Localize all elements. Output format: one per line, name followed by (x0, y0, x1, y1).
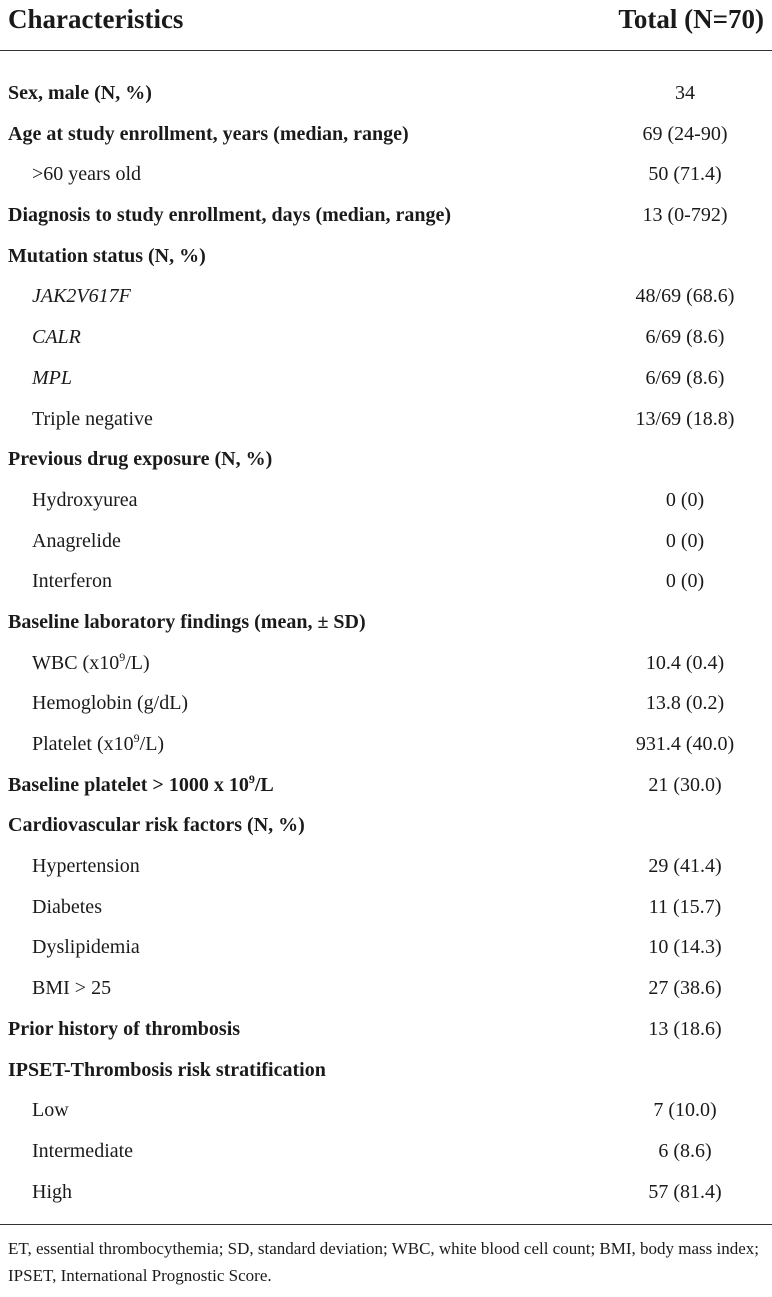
row-label (8, 805, 305, 845)
row-label (8, 114, 409, 154)
row-value: 0 (0) (665, 529, 705, 552)
row-label-text: Intermediate (32, 1139, 134, 1162)
table-row (0, 765, 772, 806)
row-label-text: Diagnosis to study enrollment, days (median, range) (8, 204, 451, 227)
row-label-text: JAK2V617F (32, 285, 131, 308)
table-row (0, 480, 772, 521)
row-value: 69 (24-90) (642, 122, 728, 145)
row-label-text: MPL (32, 366, 72, 389)
row-label-text: Hydroxyurea (32, 488, 138, 511)
row-label (32, 724, 164, 764)
row-label (32, 399, 153, 439)
row-label-superscript: 9 (133, 731, 140, 745)
table-row (0, 1090, 772, 1131)
row-label-text: BMI > 25 (32, 977, 112, 1000)
row-label-text: Hemoglobin (g/dL) (32, 692, 189, 715)
row-label-text: Low (32, 1099, 69, 1122)
table-row (0, 887, 772, 928)
row-value: 13 (18.6) (648, 1017, 722, 1040)
row-label (32, 358, 72, 398)
table-row (0, 968, 772, 1009)
row-label (32, 968, 111, 1008)
table-row (0, 358, 772, 399)
row-value: 48/69 (68.6) (635, 285, 735, 308)
row-label-text: Cardiovascular risk factors (N, %) (8, 814, 305, 837)
row-label (32, 643, 150, 683)
table-row (0, 195, 772, 236)
row-value: 10 (14.3) (648, 936, 722, 959)
row-label-text: IPSET-Thrombosis risk stratification (8, 1058, 326, 1081)
row-label (32, 521, 121, 561)
table-row (0, 154, 772, 195)
table-row (0, 439, 772, 480)
table-row (0, 317, 772, 358)
table-row (0, 399, 772, 440)
table-row (0, 114, 772, 155)
row-label-text: Triple negative (32, 407, 153, 430)
row-label-text: Dyslipidemia (32, 936, 140, 959)
row-label-text: Anagrelide (32, 529, 121, 552)
row-label-suffix: /L (254, 773, 274, 796)
row-label (32, 154, 141, 194)
row-label-text: Previous drug exposure (N, %) (8, 448, 273, 471)
row-value: 931.4 (40.0) (635, 733, 735, 755)
row-label (32, 887, 102, 927)
row-label (8, 1009, 240, 1049)
table-row (0, 1009, 772, 1050)
row-value: 50 (71.4) (648, 163, 722, 186)
row-label (8, 1050, 326, 1090)
row-label-suffix: /L) (139, 733, 165, 755)
header-rule (0, 50, 772, 51)
table-row (0, 1131, 772, 1172)
row-label-text: High (32, 1180, 72, 1203)
row-value: 7 (10.0) (653, 1099, 717, 1122)
table-body (0, 73, 772, 1212)
table-row (0, 683, 772, 724)
table-footnote: ET, essential thrombocythemia; SD, standard deviation; WBC, white blood cell count; BMI, body mass index; IPSET, International Prognostic Score. (8, 1239, 760, 1285)
table-row (0, 236, 772, 277)
row-label-text: CALR (32, 326, 81, 349)
table-row (0, 561, 772, 602)
row-value: 13.8 (0.2) (645, 692, 725, 715)
row-label (32, 1090, 69, 1130)
row-value: 10.4 (0.4) (645, 651, 725, 674)
table-row (0, 724, 772, 765)
row-label-superscript: 9 (248, 771, 255, 786)
row-label (8, 765, 274, 805)
row-value: 6/69 (8.6) (645, 366, 725, 389)
row-value: 0 (0) (665, 570, 705, 593)
table-row (0, 846, 772, 887)
row-value: 34 (675, 82, 695, 104)
row-value: 27 (38.6) (648, 977, 722, 1000)
row-label-text: Baseline platelet > 1000 x 10 (8, 773, 249, 796)
row-label-suffix: /L) (125, 651, 150, 674)
table-header (0, 0, 772, 44)
row-value: 21 (30.0) (648, 773, 722, 796)
row-value: 29 (41.4) (648, 855, 722, 878)
row-label (8, 195, 451, 235)
row-label-text: Interferon (32, 570, 112, 593)
row-label (32, 561, 112, 601)
column-header-characteristics: Characteristics (8, 4, 184, 34)
table-row (0, 643, 772, 684)
row-label (32, 846, 140, 886)
row-label (32, 1172, 72, 1212)
column-header-total: Total (N=70) (618, 4, 764, 34)
row-value: 13/69 (18.8) (635, 407, 735, 430)
table-row (0, 1172, 772, 1213)
table-row (0, 602, 772, 643)
row-label-text: Baseline laboratory findings (mean, ± SD) (8, 610, 366, 633)
row-label (8, 439, 272, 479)
row-value: 57 (81.4) (648, 1180, 722, 1203)
row-value: 6/69 (8.6) (645, 326, 725, 349)
row-label (8, 236, 206, 276)
row-value: 0 (0) (665, 488, 705, 511)
row-label (8, 73, 152, 113)
row-label-text: >60 years old (32, 163, 142, 186)
row-label-text: WBC (x10 (32, 651, 120, 674)
row-label-text: Age at study enrollment, years (median, range) (8, 122, 409, 145)
table-row (0, 276, 772, 317)
row-label-text: Mutation status (N, %) (8, 244, 206, 267)
row-label-text: Platelet (x10 (32, 733, 134, 755)
row-value: 13 (0-792) (642, 204, 728, 227)
row-label-text: Prior history of thrombosis (8, 1017, 241, 1040)
row-label-text: Sex, male (N, %) (8, 82, 152, 104)
table-row (0, 1050, 772, 1091)
row-label-text: Hypertension (32, 855, 140, 878)
row-value: 11 (15.7) (648, 895, 722, 918)
row-label-text: Diabetes (32, 895, 102, 918)
table-row (0, 927, 772, 968)
table-row (0, 521, 772, 562)
row-label (8, 602, 366, 642)
table-row (0, 805, 772, 846)
row-label (32, 927, 140, 967)
row-label-superscript: 9 (119, 649, 126, 664)
row-label (32, 1131, 133, 1171)
row-value: 6 (8.6) (658, 1139, 712, 1162)
row-label (32, 480, 138, 520)
row-label (32, 683, 188, 723)
footer-rule (0, 1224, 772, 1225)
row-label (32, 317, 81, 357)
row-label (32, 276, 131, 316)
table-row (0, 73, 772, 114)
